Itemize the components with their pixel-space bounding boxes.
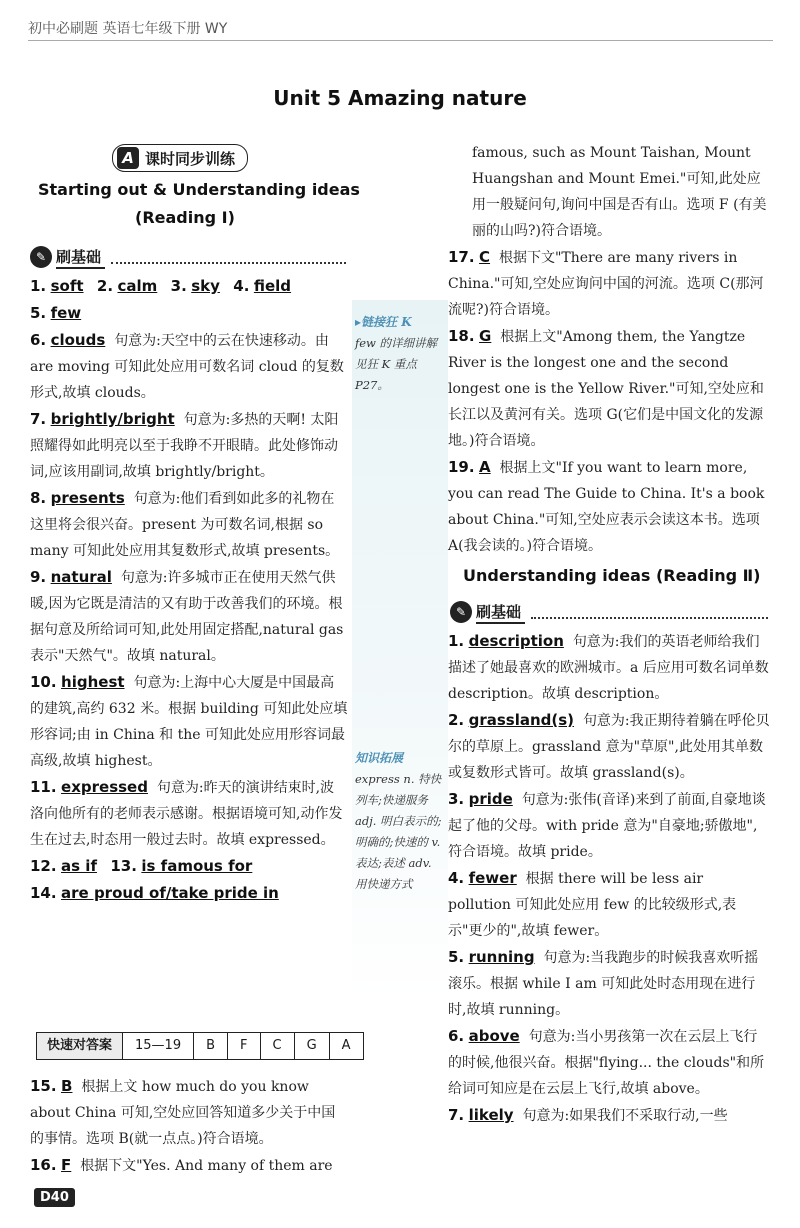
brush-icon: ✎ [450,601,472,623]
quick-answer: A [341,1038,351,1053]
link-note-text: few 的详细讲解见狂 K 重点 P27。 [355,336,438,392]
running-header: 初中必刷题 英语七年级下册 WY [28,21,228,37]
answer-14: 14. are proud of/take pride in [30,884,279,902]
section2-title: Understanding ideas (Reading Ⅱ) [463,566,761,585]
quick-answer: B [194,1033,228,1059]
quick-range: 15—19 [123,1033,194,1059]
reading2-answer-3: 3. pride 句意为:张伟(音译)来到了前面,自豪地谈起了他的父母。with pride 意为"自豪地;骄傲地",符合语境。故填 pride。 [448,790,766,860]
badge-letter: A [117,147,139,169]
extension-note [355,748,445,895]
reading2-answer-2: 2. grassland(s) 句意为:我正期待着躺在呼伦贝尔的草原上。grassland 意为"草原",此处用其单数或复数形式皆可。故填 grassland(s)。 [448,711,770,781]
header-rule [28,40,773,41]
answer-15: 15. B 根据上文 how much do you know about China 可知,空处应回答知道多少关于中国的事情。选项 B(就一点点。)符合语境。 [30,1077,336,1147]
dotted-leader [531,605,768,619]
right-column-2 [448,628,770,1129]
answer-9: 9. natural 句意为:许多城市正在使用天然气供暖,因为它既是清洁的又有助于改善我们的环境。根据句意及所给词可知,此处用固定搭配,natural gas 表示"天然气"。故填 natural。 [30,568,344,664]
answers-line-1-4: 1. soft 2. calm 3. sky 4. field [30,277,292,295]
answer-7: 7. brightly/bright 句意为:多热的天啊! 太阳照耀得如此明亮以至于我睁不开眼睛。此处修饰动词,应该用副词,故填 brightly/bright。 [30,410,339,480]
answer-8: 8. presents 句意为:他们看到如此多的礼物在这里将会很兴奋。present 为可数名词,根据 so many 可知此处应用其复数形式,故填 presents。 [30,489,340,559]
basics-label: 刷基础 [56,246,105,269]
reading2-answer-6: 6. above 句意为:当小男孩第一次在云层上飞行的时候,他很兴奋。根据"flying... the clouds"和所给词可知应是在云层上飞行,故填 above。 [448,1027,765,1097]
extension-note-text: express n. 特快列车;快递服务 adj. 明白表示的;明确的;快速的 v. 表达;表述 adv. 用快递方式 [355,772,442,891]
answer-16: 16. F 根据下文"Yes. And many of them are [30,1156,333,1174]
basics-bar [30,245,346,269]
section-title: Starting out & Understanding ideas [38,180,360,199]
page-number: D40 [34,1188,75,1207]
quick-answer: G [295,1033,330,1059]
answer-10: 10. highest 句意为:上海中心大厦是中国最高的建筑,高约 632 米。根据 building 可知此处应填形容词;由 in China 和 the 可知此处应用形容词最高级,故填 highest。 [30,673,348,769]
answer-16-continued: famous, such as Mount Taishan, Mount Huangshan and Mount Emei."可知,此处应用一般疑问句,询问中国是否有山。选项 F (有美丽的山吗?)符合语境。 [472,145,767,239]
answer-5: 5. few [30,304,82,322]
answer-17: 17. C 根据下文"There are many rivers in China."可知,空处应询问中国的河流。选项 C(那河流呢?)符合语境。 [448,248,764,318]
reading2-answer-7: 7. likely 句意为:如果我们不采取行动,一些 [448,1106,728,1124]
quick-answer-table [36,1032,364,1060]
answer-18: 18. G 根据上文"Among them, the Yangtze River is the longest one and the second longest one is the Yellow River."可知,空处应和长江以及黄河有关。选项 G(它们是中国文化的发源地。)符合语境。 [448,327,764,449]
section-subtitle: (Reading Ⅰ) [135,208,235,227]
basics-bar-2 [450,600,768,624]
answer-6: 6. clouds 句意为:天空中的云在快速移动。由 are moving 可知此处应用可数名词 cloud 的复数形式,故填 clouds。 [30,331,344,401]
basics-label: 刷基础 [476,601,525,624]
link-note-tag: ▸链接狂 K [355,315,412,329]
extension-note-tag: 知识拓展 [355,751,404,765]
answer-19: 19. A 根据上文"If you want to learn more, you can read The Guide to China. It's a book about China."可知,空处应表示会读这本书。选项 A(我会读的。)符合语境。 [448,458,765,554]
section-badge [112,144,248,172]
sidebar-background [352,300,448,1000]
brush-icon: ✎ [30,246,52,268]
link-note [355,312,445,396]
quick-label: 快速对答案 [37,1033,123,1059]
reading2-answer-5: 5. running 句意为:当我跑步的时候我喜欢听摇滚乐。根据 while I am 可知此处时态用现在进行时,故填 running。 [448,948,759,1018]
reading2-answer-4: 4. fewer 根据 there will be less air pollution 可知此处应用 few 的比较级形式,表示"更少的",故填 fewer。 [448,869,737,939]
answers-12-13: 12. as if 13. is famous for [30,857,253,875]
reading2-answer-1: 1. description 句意为:我们的英语老师给我们描述了她最喜欢的欧洲城市。a 后应用可数名词单数 description。故填 description。 [448,632,769,702]
left-column [30,273,348,907]
dotted-leader [111,250,346,264]
left-column-bottom [30,1073,348,1179]
quick-answer: F [228,1033,260,1059]
badge-text: 课时同步训练 [145,149,236,168]
unit-title: Unit 5 Amazing nature [273,86,527,110]
right-column [448,140,770,559]
answer-11: 11. expressed 句意为:昨天的演讲结束时,波洛向他所有的老师表示感谢。根据语境可知,动作发生在过去,时态用一般过去时。故填 expressed。 [30,778,343,848]
quick-answer: C [261,1033,295,1059]
